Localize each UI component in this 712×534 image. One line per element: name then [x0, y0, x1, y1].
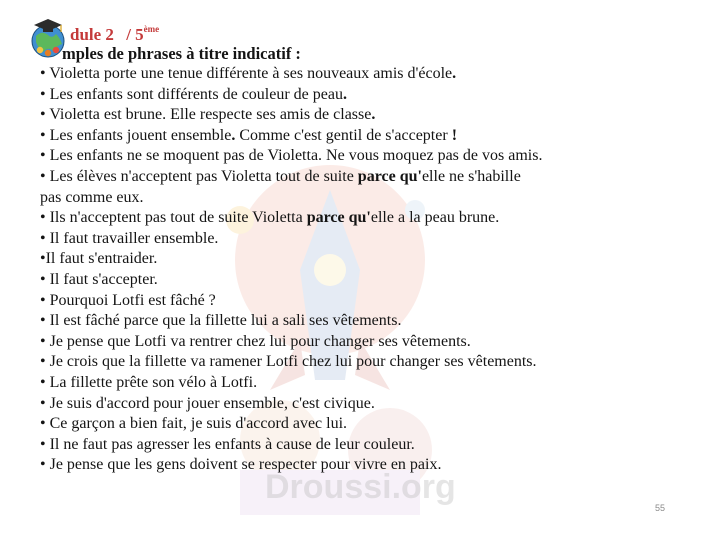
- bold-fragment: parce qu': [357, 167, 422, 185]
- sentence-line: [40, 229, 680, 250]
- text-fragment: • Je crois que la fillette va ramener Lotfi chez lui pour changer ses vêtements.: [40, 353, 537, 371]
- page-number: 55: [655, 503, 666, 513]
- text-fragment: • Les élèves n'acceptent pas Violetta tout de suite: [40, 167, 358, 185]
- sentence-line: [40, 311, 680, 332]
- text-fragment: elle ne s'habille: [421, 167, 521, 185]
- level-suffix: ème: [143, 24, 160, 34]
- module-label: dule 2: [70, 25, 114, 44]
- bold-fragment: .: [371, 106, 376, 124]
- module-header: [70, 24, 159, 45]
- watermark-text: Droussi.org: [265, 468, 456, 506]
- text-fragment: • Violetta est brune. Elle respecte ses amis de classe: [40, 106, 372, 124]
- text-fragment: • Il faut travailler ensemble.: [40, 229, 219, 247]
- text-fragment: • La fillette prête son vélo à Lotfi.: [40, 373, 258, 391]
- text-fragment: pas comme eux.: [40, 188, 144, 206]
- bold-fragment: parce qu': [306, 209, 371, 227]
- sentence-line: [40, 167, 680, 188]
- text-fragment: elle a la peau brune.: [370, 209, 500, 227]
- sentence-line: [40, 64, 680, 85]
- sentence-line: [40, 208, 680, 229]
- text-fragment: • Il est fâché parce que la fillette lui a sali ses vêtements.: [40, 312, 402, 330]
- bold-fragment: .: [342, 85, 347, 103]
- text-fragment: Comme c'est gentil de s'accepter: [235, 126, 452, 144]
- lines-container: [40, 64, 680, 476]
- text-fragment: • Pourquoi Lotfi est fâché ?: [40, 291, 216, 309]
- text-fragment: • Violetta porte une tenue différente à ses nouveaux amis d'école: [40, 65, 453, 82]
- sentence-line: [40, 188, 680, 209]
- text-fragment: • Ce garçon a bien fait, je suis d'accord avec lui.: [40, 415, 348, 433]
- bold-fragment: .: [452, 65, 457, 82]
- text-fragment: • Je pense que les gens doivent se respecter pour vivre en paix.: [40, 456, 442, 474]
- sentence-line: [40, 146, 680, 167]
- level-number: 5: [135, 25, 144, 44]
- sentence-line: [40, 249, 680, 270]
- sentence-list: [40, 44, 680, 476]
- section-heading: mples de phrases à titre indicatif :: [62, 44, 301, 63]
- bold-fragment: !: [451, 126, 458, 144]
- text-fragment: • Les enfants ne se moquent pas de Violetta. Ne vous moquez pas de vos amis.: [40, 147, 543, 165]
- text-fragment: • Je suis d'accord pour jouer ensemble, c'est civique.: [40, 394, 375, 412]
- sentence-line: [40, 373, 680, 394]
- sentence-line: [40, 126, 680, 147]
- bold-fragment: .: [231, 126, 236, 144]
- sentence-line: [40, 332, 680, 353]
- text-fragment: • Les enfants jouent ensemble: [40, 126, 232, 144]
- sentence-line: [40, 455, 680, 476]
- text-fragment: • Il ne faut pas agresser les enfants à cause de leur couleur.: [40, 435, 415, 453]
- sentence-line: [40, 414, 680, 435]
- sentence-line: [40, 85, 680, 106]
- sentence-line: [40, 270, 680, 291]
- text-fragment: • Ils n'acceptent pas tout de suite Violetta: [40, 209, 307, 227]
- text-fragment: •Il faut s'entraider.: [40, 250, 158, 268]
- sentence-line: [40, 394, 680, 415]
- text-fragment: • Je pense que Lotfi va rentrer chez lui pour changer ses vêtements.: [40, 332, 471, 350]
- sentence-line: [40, 435, 680, 456]
- sentence-line: [40, 291, 680, 312]
- sentence-line: [40, 105, 680, 126]
- header-separator: /: [126, 25, 131, 44]
- sentence-line: [40, 352, 680, 373]
- text-fragment: • Il faut s'accepter.: [40, 270, 158, 288]
- text-fragment: • Les enfants sont différents de couleur de peau: [40, 85, 343, 103]
